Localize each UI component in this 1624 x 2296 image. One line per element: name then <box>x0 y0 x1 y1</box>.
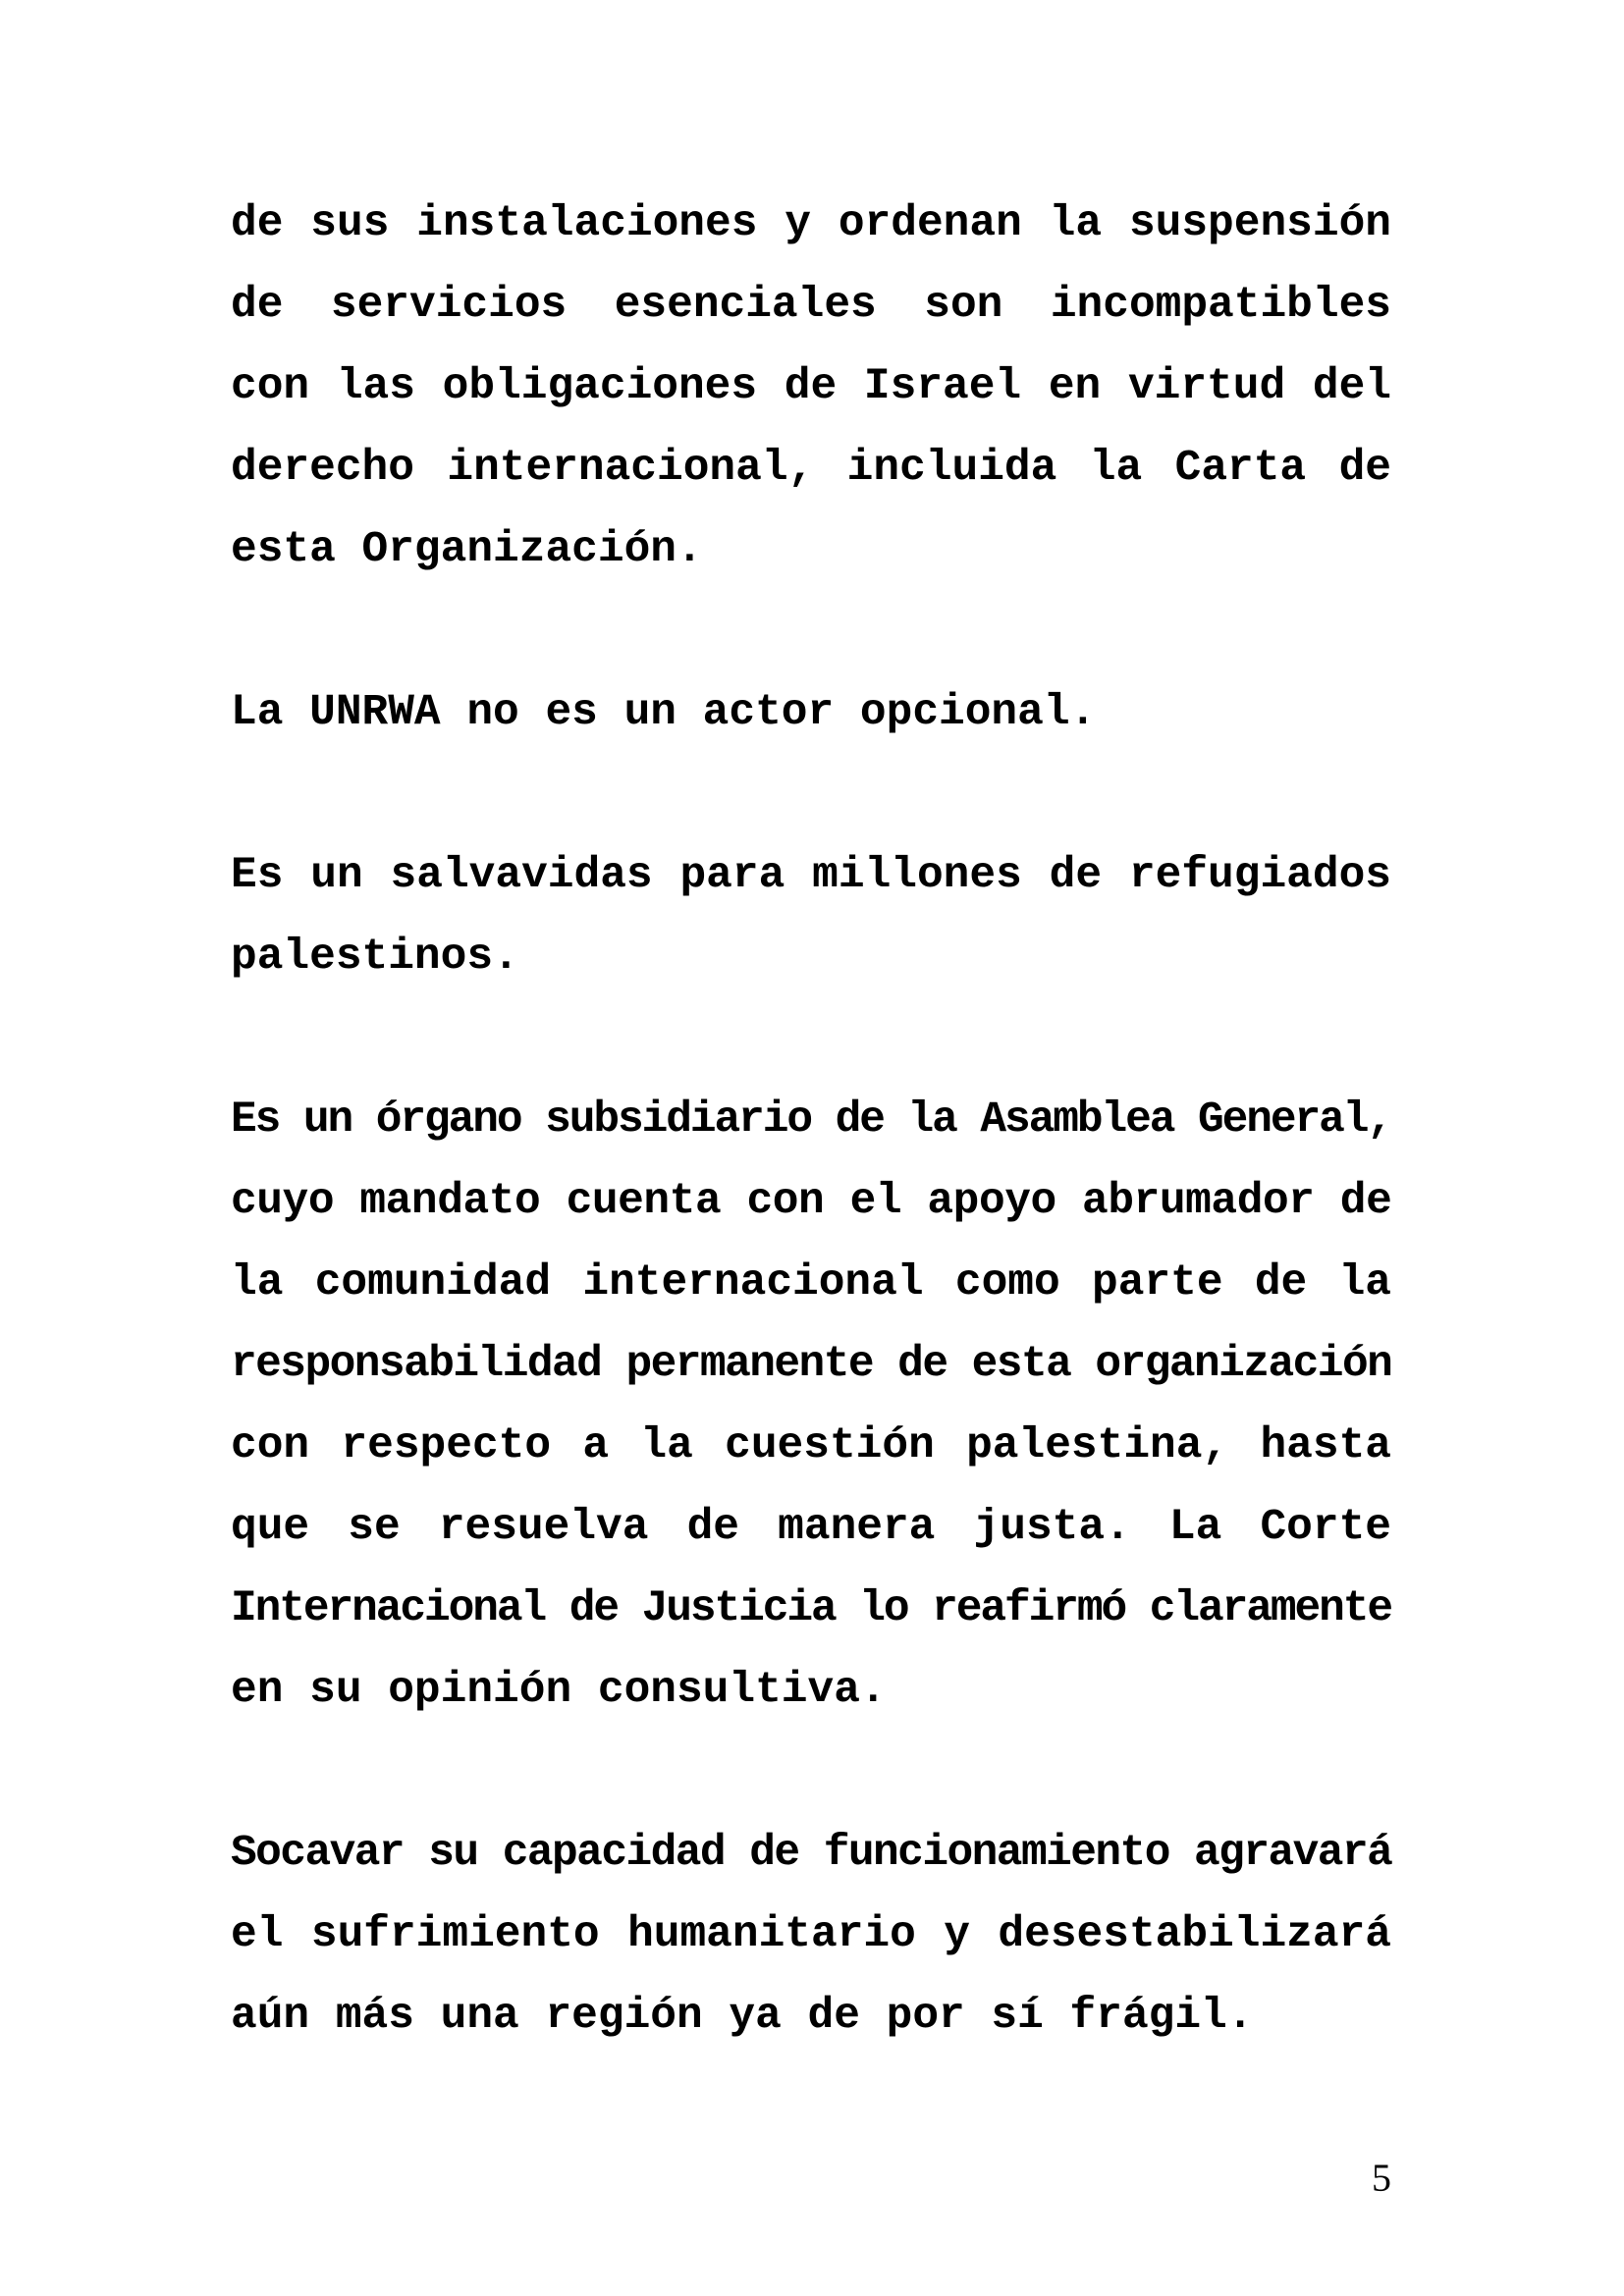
text-line: responsabilidad permanente de esta organización <box>231 1340 1392 1389</box>
paragraph <box>231 835 1391 998</box>
paragraph <box>231 672 1391 754</box>
text-line: de servicios esenciales son incompatibles <box>231 281 1391 330</box>
text-line: palestinos. <box>231 933 519 982</box>
text-line: el sufrimiento humanitario y desestabilizará <box>231 1910 1391 1959</box>
text-line: Socavar su capacidad de funcionamiento agravará <box>231 1829 1392 1878</box>
text-line: Internacional de Justicia lo reafirmó claramente <box>231 1584 1391 1633</box>
text-line: Es un órgano subsidiario de la Asamblea General, <box>231 1095 1391 1145</box>
text-line: con las obligaciones de Israel en virtud del <box>231 362 1391 411</box>
paragraph <box>231 1080 1391 1732</box>
page-number: 5 <box>1372 2156 1391 2200</box>
text-line: cuyo mandato cuenta con el apoyo abrumador de <box>231 1177 1392 1226</box>
text-line: en su opinión consultiva. <box>231 1666 887 1715</box>
text-line: con respecto a la cuestión palestina, hasta <box>231 1421 1391 1470</box>
text-line: la comunidad internacional como parte de la <box>231 1258 1391 1308</box>
text-line: aún más una región ya de por sí frágil. <box>231 1992 1254 2041</box>
paragraph <box>231 1813 1391 2057</box>
text-line: que se resuelva de manera justa. La Corte <box>231 1503 1391 1552</box>
paragraph <box>231 184 1391 591</box>
text-line: esta Organización. <box>231 525 703 574</box>
text-line: La UNRWA no es un actor opcional. <box>231 688 1097 737</box>
text-line: Es un salvavidas para millones de refugiados <box>231 851 1391 900</box>
body-text <box>231 184 1391 2057</box>
text-line: de sus instalaciones y ordenan la suspensión <box>231 199 1391 248</box>
text-line: derecho internacional, incluida la Carta de <box>231 444 1391 493</box>
